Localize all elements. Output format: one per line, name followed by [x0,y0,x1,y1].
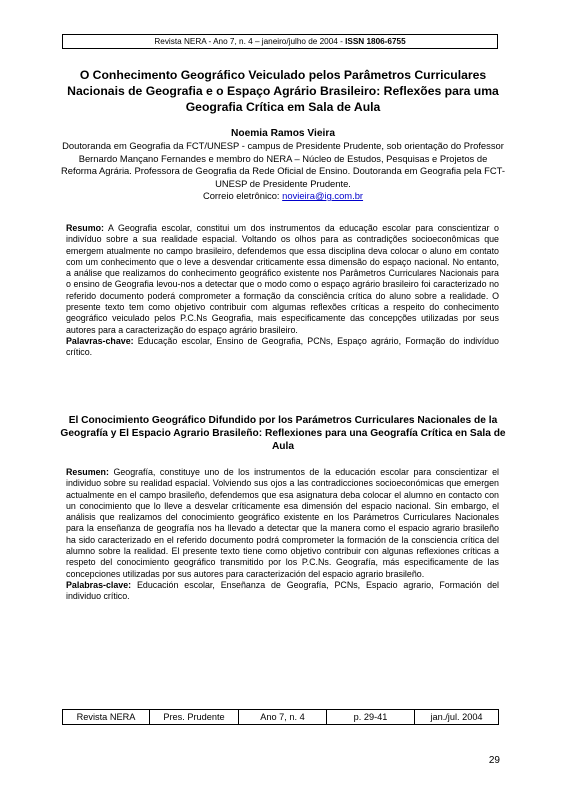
citation-footer [62,709,499,725]
palabras-clave-text: Educación escolar, Enseñanza de Geografía, PCNs, Espacio agrario, Formación del individuo crítico. [66,579,499,602]
page-number: 29 [488,755,500,766]
footer-row [63,710,499,725]
footer-cell-volume: Ano 7, n. 4 [239,710,327,725]
email-label: Correio eletrônico: [202,190,283,201]
footer-cell-date: jan./jul. 2004 [415,710,499,725]
affiliation-text: Doutoranda em Geografia da FCT/UNESP - campus de Presidente Prudente, sob orientação do Professor Bernardo Mançano Fernandes e membro do NERA – Núcleo de Estudos, Pesquisas e Projetos de Reforma Agrária. Professora de Geografia da Rede Oficial de Ensino. Doutoranda em Geografia pela FCT-UNESP de Presidente Prudente. [61,140,505,189]
palabras-clave-label: Palabras-clave: [66,579,132,590]
keywords-label: Palavras-chave: [66,335,134,346]
author-affiliation [60,140,506,203]
abstract-text: A Geografia escolar, constitui um dos instrumentos da educação escolar para conscientizar o indivíduo sobre a sua realidade espacial. Voltando os olhos para as contradições socioeconômicas que emergem atualmente no campo brasileiro, defendemos que essa disciplina deva colocar o aluno em contato com um conhecimento que o leve a desvendar criticamente essa dimensão do espaço nacional. No entanto, a análise que realizamos do conhecimento geográfico existente nos Parâmetros Curriculares Nacionais para o ensino de Geografia levou-nos a detectar que o modo como o espaço agrário brasileiro foi caracterizado no referido documento poderá comprometer a formação da consciência crítica do aluno sobre a realidade. O presente texto tem como objetivo contribuir com algumas reflexões críticas a respeito do conhecimento geográfico veiculado pelos P.C.Ns Geografia, mais especificamente das concepções utilizadas por seus autores para a caracterização do espaço agrário brasileiro. [66,223,499,335]
article-title: O Conhecimento Geográfico Veiculado pelos Parâmetros Curriculares Nacionais de Geografia e o Espaço Agrário Brasileiro: Reflexões para uma Geografia Crítica em Sala de Aula [67,68,499,114]
resumen-label: Resumen: [66,467,109,477]
abstract-spanish [66,467,499,603]
abstract-portuguese [66,223,499,359]
email-link[interactable]: novieira@ig.com.br [282,190,364,201]
journal-header [62,34,498,49]
spanish-title: El Conocimiento Geográfico Difundido por los Parámetros Curriculares Nacionales de la Geografía y El Espacio Agrario Brasileño: Reflexiones para una Geografía Crítica en Sala de Aula [60,415,506,453]
issn: ISSN 1806-6755 [345,37,406,46]
author-name: Noemia Ramos Vieira [231,128,335,139]
keywords-text: Educação escolar, Ensino de Geografia, PCNs, Espaço agrário, Formação do indivíduo crítico. [66,335,499,358]
journal-info: Revista NERA - Ano 7, n. 4 – janeiro/julho de 2004 - [154,37,346,46]
resumen-text: Geografía, constituye uno de los instrumentos de la educación escolar para conscientizar el individuo sobre su realidad espacial. Volviendo sus ojos a las contradicciones socioeconómicas que emergen actualmente en el campo brasileño, defendemos que esa asignatura deba colocar el alumno en contacto con un conocimiento que lo lleve a desvelar críticamente esa dimensión del espacio nacional. Sin embargo, el análisis que realizamos del conocimiento geográfico existente en los Parámetros Curriculares Nacionales para la enseñanza de geografía nos ha llevado a detectar que la manera como el espacio agrario brasileño ha sido caracterizado en el referido documento podrá comprometer la formación de la consciencia crítica del alumno sobre la realidad. El presente texto tiene como objetivo contribuir con algunas reflexiones críticas a respeto del conocimiento geográfico transmitido por los P.C.Ns. Geografía, más especificamente de las concepciones utilizadas por sus autores para caracterización del espacio agrario brasileño. [66,467,499,579]
abstract-label: Resumo: [66,223,104,233]
footer-cell-pages: p. 29-41 [327,710,415,725]
footer-cell-journal: Revista NERA [63,710,150,725]
footer-cell-city: Pres. Prudente [150,710,239,725]
